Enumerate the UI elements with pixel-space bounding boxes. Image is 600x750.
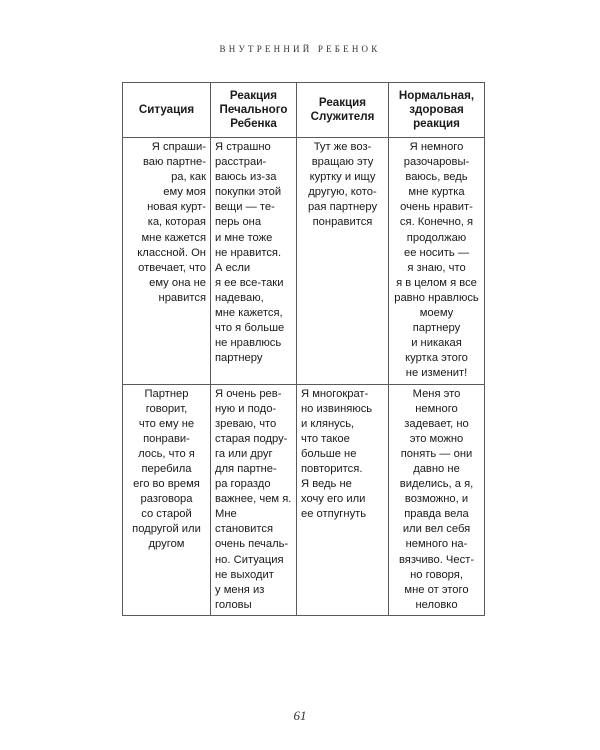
table-cell-sad-child: Я страшно расстраи- ваюсь из-за покупки этой вещи — те- перь она и мне тоже не нравится. А если я ее все-таки надеваю, мне кажется, что я больше не нравлюсь партнеру bbox=[211, 138, 297, 385]
table-cell-healthy: Я немного разочаровы- ваюсь, ведь мне куртка очень нравит- ся. Конечно, я продолжаю ее носить — я знаю, что я в целом я все равно нравлюсь моему партнеру и никакая куртка этого не изменит! bbox=[389, 138, 485, 385]
table-cell-situation: Я спраши- ваю партне- ра, как ему моя новая курт- ка, которая мне кажется классной. Он отвечает, что ему она не нравится bbox=[123, 138, 211, 385]
column-header-healthy: Нормальная, здоровая реакция bbox=[389, 83, 485, 138]
reactions-table bbox=[122, 82, 485, 616]
column-header-sad-child: Реакция Печального Ребенка bbox=[211, 83, 297, 138]
column-header-situation: Ситуация bbox=[123, 83, 211, 138]
running-title: ВНУТРЕННИЙ РЕБЕНОК bbox=[219, 44, 381, 54]
table-cell-healthy: Меня это немного задевает, но это можно понять — они давно не виделись, а я, возможно, и правда вела или вел себя немного на- вязчиво. Чест- но говоря, мне от этого неловко bbox=[389, 384, 485, 615]
table-cell-servant: Тут же воз- вращаю эту куртку и ищу другую, кото- рая партнеру понравится bbox=[297, 138, 389, 385]
table-header-row bbox=[123, 83, 485, 138]
column-header-servant: Реакция Служителя bbox=[297, 83, 389, 138]
page-number: 61 bbox=[293, 708, 307, 723]
table-row bbox=[123, 138, 485, 385]
table-cell-situation: Партнер говорит, что ему не понрави- лось, что я перебила его во время разговора со старой подругой или другом bbox=[123, 384, 211, 615]
table-row bbox=[123, 384, 485, 615]
table-cell-sad-child: Я очень рев- ную и подо- зреваю, что старая подру- га или друг для партне- ра гораздо важнее, чем я. Мне становится очень печаль- но. Ситуация не выходит у меня из головы bbox=[211, 384, 297, 615]
table-cell-servant: Я многократ- но извиняюсь и клянусь, что такое больше не повторится. Я ведь не хочу его или ее отпугнуть bbox=[297, 384, 389, 615]
